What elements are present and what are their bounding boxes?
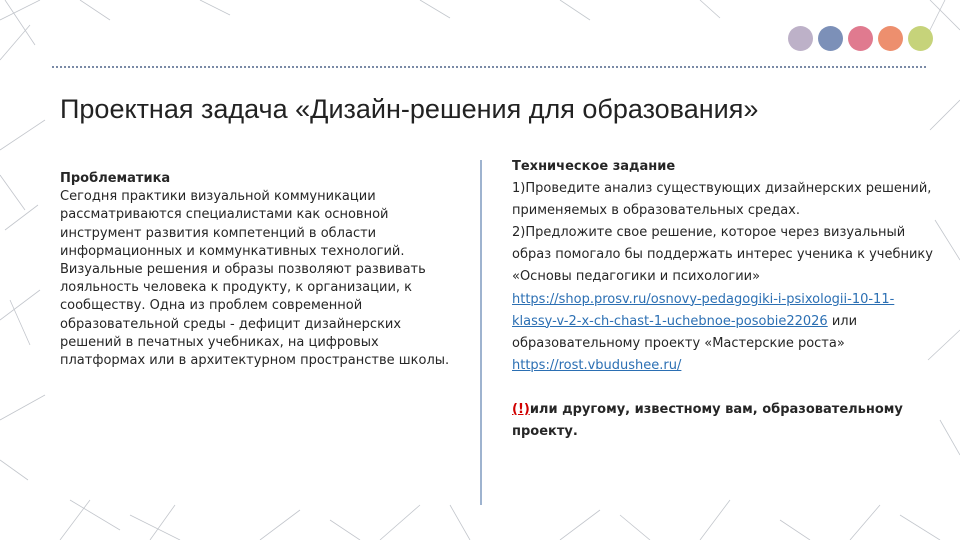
dot-pink bbox=[848, 26, 873, 51]
task-section bbox=[512, 156, 937, 443]
dot-lavender bbox=[788, 26, 813, 51]
task-item-2 bbox=[512, 222, 937, 377]
alert-text: или другому, известному вам, образовательному проекту. bbox=[512, 401, 903, 440]
problem-section bbox=[60, 170, 465, 370]
textbook-link[interactable]: https://shop.prosv.ru/osnovy-pedagogiki-i-psixologii-10-11-klassy-v-2-x-ch-chast-1-uchebnoe-posobie22026 bbox=[512, 291, 895, 329]
task-item-1: 1)Проведите анализ существующих дизайнерских решений, применяемых в образовательных средах. bbox=[512, 181, 932, 219]
problem-heading: Проблематика bbox=[60, 171, 171, 186]
problem-body: Сегодня практики визуальной коммуникации рассматриваются специалистами как основной инструмент развития компетенций в области информационных и коммункативных технологий. Визуальные решения и образы позволяют развивать лояльность человека к продукту, к организации, к сообществу. Одна из проблем современной образовательной среды - дефицит дизайнерских решений в печатных учебниках, на цифровых платформах или в архитектурном пространстве школы. bbox=[60, 189, 450, 369]
or-project-text: или образовательному проекту «Мастерские роста» bbox=[512, 313, 858, 351]
dotted-divider bbox=[52, 66, 926, 68]
dot-blue bbox=[818, 26, 843, 51]
slide-title: Проектная задача «Дизайн-решения для образования» bbox=[60, 94, 759, 124]
alert-mark: (!) bbox=[512, 401, 530, 417]
task-heading: Техническое задание bbox=[512, 159, 676, 174]
dot-orange bbox=[878, 26, 903, 51]
project-link[interactable]: https://rost.vbudushee.ru/ bbox=[512, 357, 682, 373]
vertical-divider bbox=[480, 160, 482, 505]
dot-green bbox=[908, 26, 933, 51]
task-item-2-text: 2)Предложите свое решение, которое через визуальный образ помогало бы поддержать интерес ученика к учебнику «Основы педагогики и психологии» bbox=[512, 225, 933, 285]
alternative-note bbox=[512, 399, 937, 443]
color-dots bbox=[788, 26, 933, 51]
